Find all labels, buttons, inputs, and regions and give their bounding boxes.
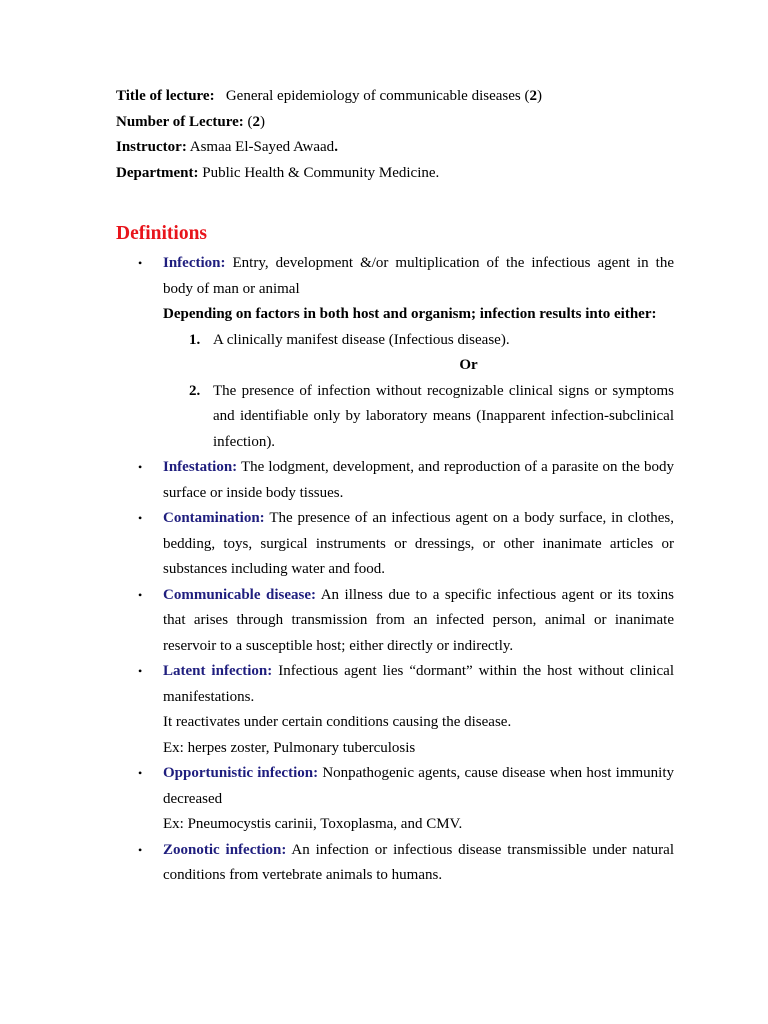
definition-infection <box>116 251 674 455</box>
term-infestation: Infestation: <box>163 459 238 475</box>
definition-communicable-disease: • Communicable disease: An illness due to a specific infectious agent or its toxins that arises through transmission from an infected person, animal or inanimate reservoir to a susceptible host; either directly or indirectly. <box>116 583 674 660</box>
instructor-name: Asmaa El-Sayed Awaad. <box>189 139 338 155</box>
instructor-label: Instructor: <box>116 139 187 155</box>
lecture-number-label: Number of Lecture: <box>116 113 244 130</box>
definition-opportunistic-infection: • Opportunistic infection: Nonpathogenic agents, cause disease when host immunity decreased Ex: Pneumocystis carinii, Toxoplasma, and CMV. <box>116 761 674 838</box>
latent-reactivation-note: It reactivates under certain conditions causing the disease. <box>163 714 512 730</box>
bullet-icon: • <box>138 256 143 270</box>
term-infection: Infection: <box>163 255 226 271</box>
outcome-item-2: 2. The presence of infection without recognizable clinical signs or symptoms and identifiable only by laboratory means (Inapparent infection-subclinical infection). <box>189 382 674 450</box>
lecture-number-value: (2) <box>247 113 265 130</box>
infection-outcomes <box>163 328 674 456</box>
instructor-line <box>116 135 696 161</box>
definitions-list <box>116 251 674 889</box>
term-communicable-disease: Communicable disease: <box>163 586 316 603</box>
outcome-item-1: 1. A clinically manifest disease (Infectious disease). <box>189 331 510 348</box>
bullet-icon: • <box>138 460 143 474</box>
lecture-title-label: Title of lecture: <box>116 88 215 104</box>
outcome-or: Or <box>459 357 478 373</box>
term-zoonotic-infection: Zoonotic infection: <box>163 841 287 858</box>
infection-depending-note: Depending on factors in both host and organism; infection results into either: <box>163 306 657 322</box>
definition-latent-infection: • Latent infection: Infectious agent lies “dormant” within the host without clinical manifestations. It reactivates under certain conditions causing the disease. Ex: herpes zoster, Pulmonary tuberculosis <box>116 659 674 761</box>
definition-contamination: • Contamination: The presence of an infectious agent on a body surface, in clothes, bedding, toys, surgical instruments or dressings, or other inanimate articles or substances including water and food. <box>116 506 674 583</box>
lecture-info <box>116 84 696 186</box>
term-opportunistic-infection: Opportunistic infection: <box>163 765 319 781</box>
bullet-icon: • <box>138 664 143 678</box>
department-label: Department: <box>116 164 199 181</box>
definition-zoonotic-infection: • Zoonotic infection: An infection or infectious disease transmissible under natural conditions from vertebrate animals to humans. <box>116 838 674 889</box>
bullet-icon: • <box>138 587 143 602</box>
bullet-icon: • <box>138 511 143 525</box>
department-line <box>116 161 696 187</box>
definition-infection-text: Infection: Entry, development &/or multiplication of the infectious agent in the body of man or animal <box>163 255 674 297</box>
bullet-icon: • <box>138 766 143 780</box>
lecture-title-text: General epidemiology of communicable diseases (2) <box>225 88 542 104</box>
lecture-number-line <box>116 110 696 136</box>
latent-examples: Ex: herpes zoster, Pulmonary tuberculosis <box>163 739 416 756</box>
section-heading: Definitions <box>116 223 208 244</box>
department-name: Public Health & Community Medicine. <box>202 164 440 181</box>
definition-infestation: • Infestation: The lodgment, development, and reproduction of a parasite on the body surface or inside body tissues. <box>116 455 674 506</box>
term-latent-infection: Latent infection: <box>163 663 273 679</box>
bullet-icon: • <box>138 842 143 857</box>
term-contamination: Contamination: <box>163 510 265 526</box>
opportunistic-examples: Ex: Pneumocystis carinii, Toxoplasma, and CMV. <box>163 816 463 832</box>
lecture-title-line <box>116 84 696 110</box>
